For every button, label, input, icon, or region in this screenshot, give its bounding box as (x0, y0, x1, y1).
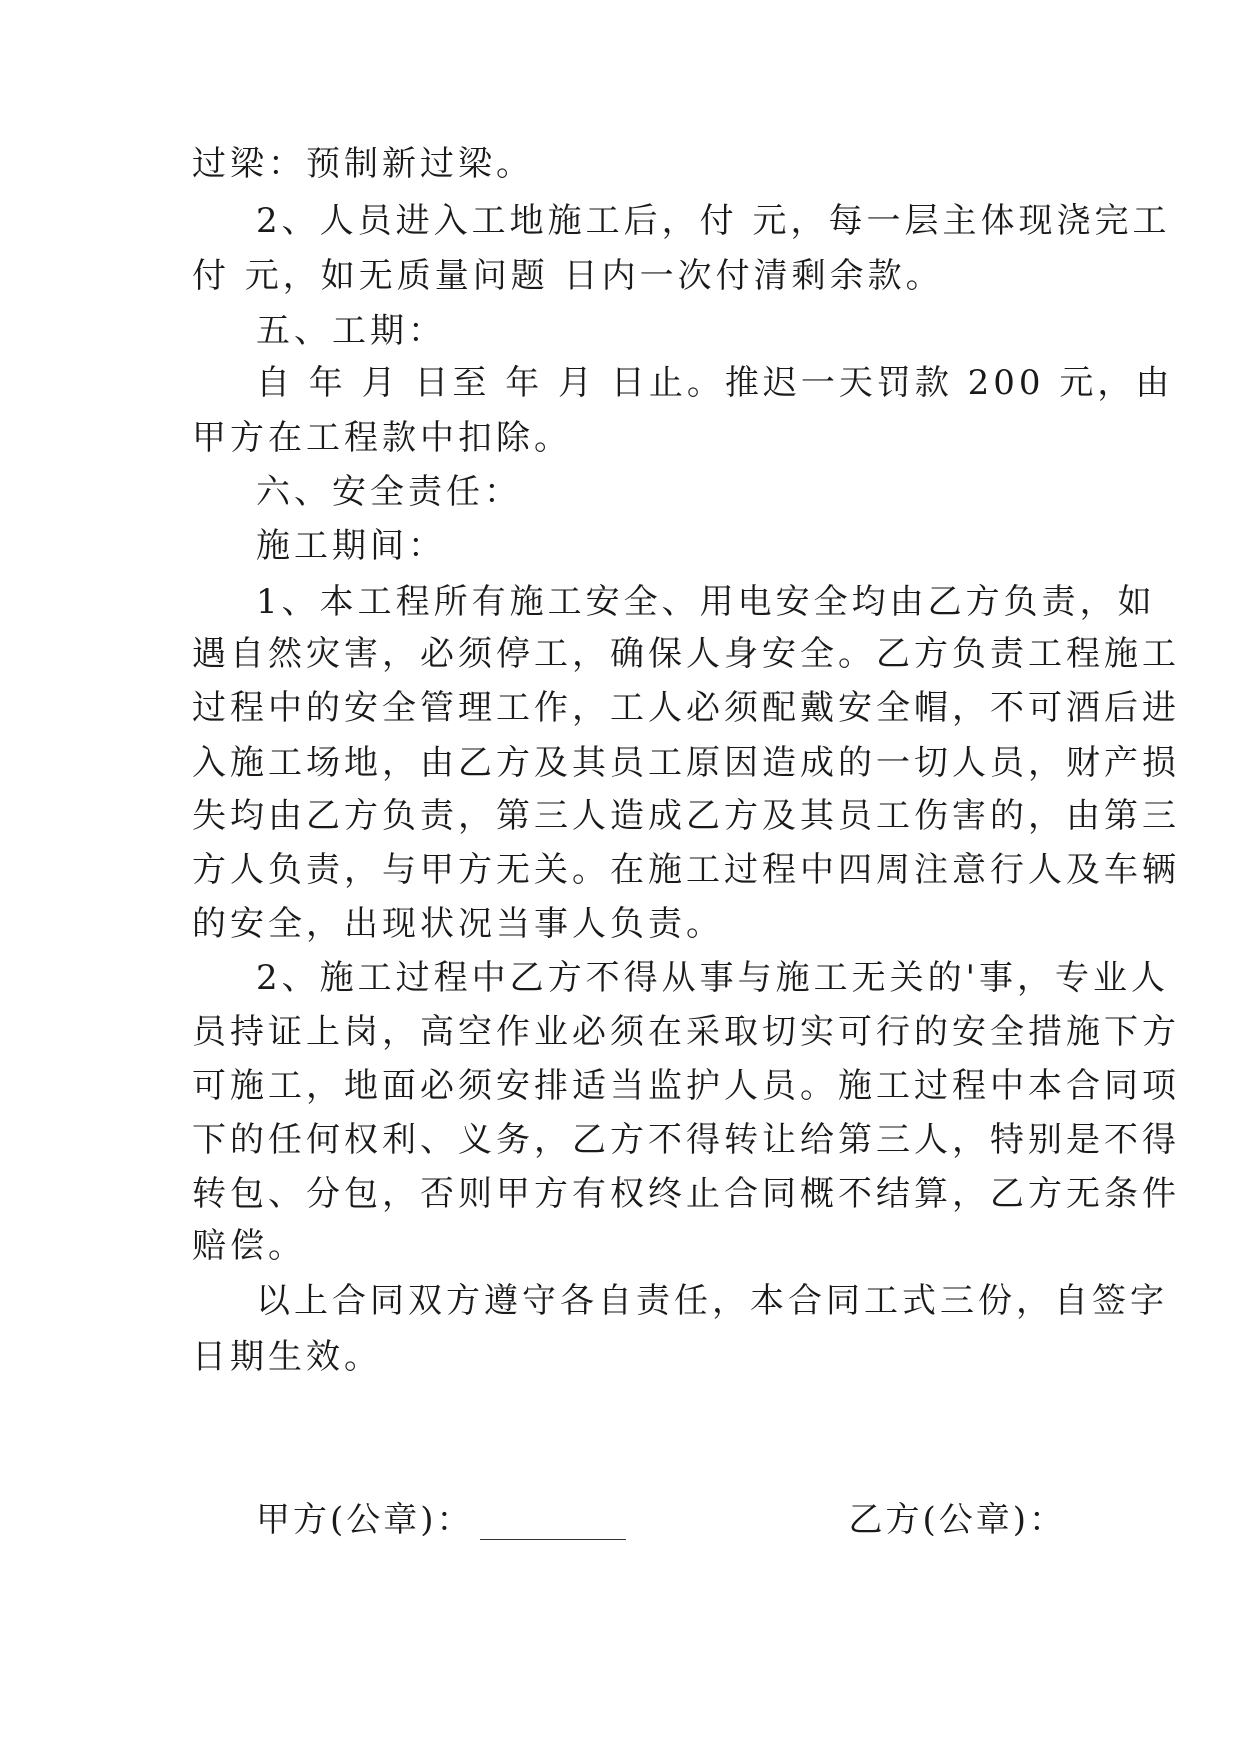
signature-row (256, 1500, 1066, 1540)
text-line: 自 年 月 日至 年 月 日止。推迟一天罚款 200 元，由 (256, 363, 1174, 403)
text-line: 下的任何权利、义务，乙方不得转让给第三人，特别是不得 (192, 1120, 1180, 1160)
text-line: 1、本工程所有施工安全、用电安全均由乙方负责，如 (256, 582, 1156, 622)
text-line: 入施工场地，由乙方及其员工原因造成的一切人员，财产损 (192, 743, 1180, 783)
text-line: 员持证上岗，高空作业必须在采取切实可行的安全措施下方 (192, 1012, 1180, 1052)
party-a-signature (256, 1500, 626, 1540)
text-line: 施工期间： (256, 526, 446, 566)
text-line: 失均由乙方负责，第三人造成乙方及其员工伤害的，由第三 (192, 796, 1180, 836)
party-b-label: 乙方(公章)： (848, 1500, 1066, 1540)
signature-blank (480, 1509, 626, 1540)
text-line: 甲方在工程款中扣除。 (192, 418, 572, 458)
text-line: 2、人员进入工地施工后，付 元，每一层主体现浇完工 (256, 201, 1171, 241)
text-line: 方人负责，与甲方无关。在施工过程中四周注意行人及车辆 (192, 850, 1180, 890)
text-line: 以上合同双方遵守各自责任，本合同工式三份，自签字 (256, 1281, 1168, 1321)
text-line: 付 元，如无质量问题 日内一次付清剩余款。 (192, 256, 944, 296)
party-a-label: 甲方(公章)： (256, 1500, 474, 1540)
text-line: 过程中的安全管理工作，工人必须配戴安全帽，不可酒后进 (192, 688, 1180, 728)
text-line: 过梁：预制新过梁。 (192, 144, 534, 184)
text-line: 赔偿。 (192, 1226, 306, 1266)
party-b-signature (848, 1500, 1066, 1540)
text-line: 转包、分包，否则甲方有权终止合同概不结算，乙方无条件 (192, 1174, 1180, 1214)
text-line: 2、施工过程中乙方不得从事与施工无关的'事，专业人 (256, 958, 1169, 998)
section-heading: 六、安全责任： (256, 472, 522, 512)
text-line: 可施工，地面必须安排适当监护人员。施工过程中本合同项 (192, 1066, 1180, 1106)
text-line: 的安全，出现状况当事人负责。 (192, 904, 724, 944)
text-line: 日期生效。 (192, 1337, 382, 1377)
text-line: 遇自然灾害，必须停工，确保人身安全。乙方负责工程施工 (192, 634, 1180, 674)
section-heading: 五、工期： (256, 311, 446, 351)
